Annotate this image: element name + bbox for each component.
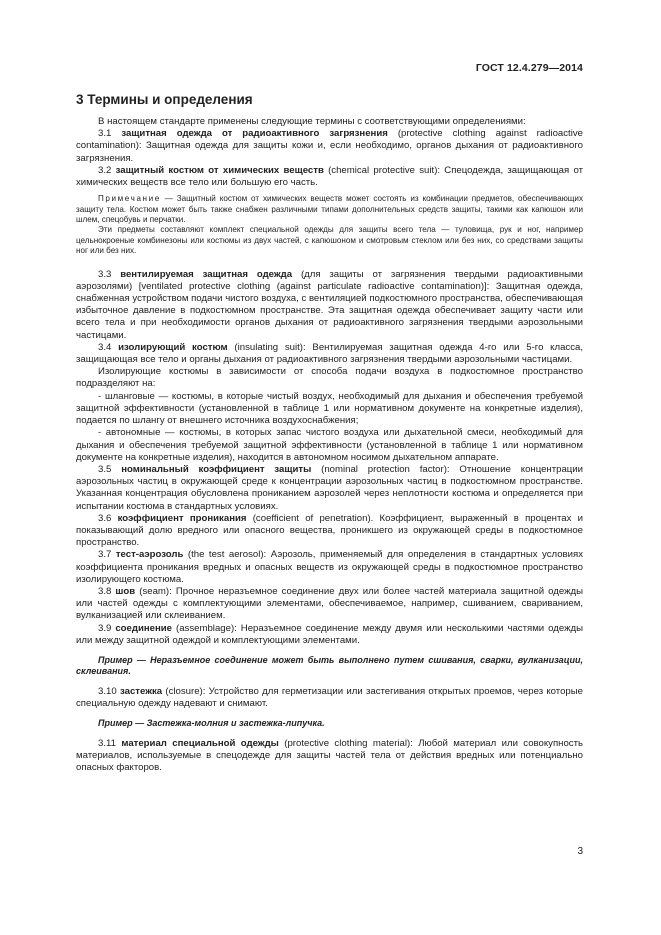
term-3-3 <box>76 269 583 342</box>
term-definition: (chemical protective suit): Спецодежда, защищающая от химических веществ все тело или большую его часть. <box>76 164 583 189</box>
term-3-4 <box>76 342 583 366</box>
term-3-10 <box>76 686 583 710</box>
section-title: 3 Термины и определения <box>76 92 253 107</box>
term-number: 3.3 <box>98 268 112 280</box>
isolating-suits-paragraph: Изолирующие костюмы в зависимости от способа подачи воздуха в подкостюмное пространство подразделяют на: <box>76 366 583 390</box>
term-number: 3.2 <box>98 164 112 176</box>
term-3-9 <box>76 623 583 647</box>
term-number: 3.6 <box>98 512 112 524</box>
note-text: — Защитный костюм от химических веществ может состоять из комбинации предметов, обеспечивающих защиту тела. Костюм может быть также снабжен различными типами дополнительных средств защиты, такими как капюшон или шлем, спецобувь и перчатки. <box>76 194 583 225</box>
page-number: 3 <box>577 846 583 857</box>
term-3-6 <box>76 513 583 550</box>
term-name: коэффициент проникания <box>117 512 247 524</box>
term-number: 3.7 <box>98 549 112 561</box>
term-number: 3.11 <box>98 737 116 749</box>
autonomous-suits-item: - автономные — костюмы, в которых запас чистого воздуха или дыхательной смеси, необходимый для дыхания и обеспечения требуемой защитной эффективности (установленной в таблице 1 или нормативном документе на конкретные изделия), находится в автономном носимом дыхательном аппарате. <box>76 427 583 463</box>
term-number: 3.4 <box>98 341 112 353</box>
term-definition: (the test aerosol): Аэрозоль, применяемый для определения в стандартных условиях коэффициента проникания вредных и опасных веществ из окружающей среды в подкостюмное пространство изолирующего костюма. <box>76 549 584 585</box>
term-name: защитная одежда от радиоактивного загрязнения <box>121 128 388 140</box>
term-number: 3.9 <box>98 622 112 634</box>
term-name: вентилируемая защитная одежда <box>120 268 293 280</box>
term-definition: (coefficient of penetration). Коэффициент, выраженный в процентах и показывающий долю вредного или опасного вещества, проникшего из окружающей среды в подкостюмное пространство. <box>76 512 583 549</box>
term-name: тест-аэрозоль <box>115 549 184 561</box>
term-3-1 <box>76 128 583 165</box>
term-definition: (nominal protection factor): Отношение концентрации аэрозольных частиц в окружающей среде к концентрации аэрозольных частиц в подкостюмном пространстве. Указанная концентрация обусловлена прониканием аэрозолей через неплотности костюма и определяется при испытании костюма в стандартных условиях. <box>76 463 583 512</box>
term-name: изолирующий костюм <box>118 341 228 353</box>
term-name: шов <box>115 585 136 597</box>
term-name: номинальный коэффициент защиты <box>121 463 312 475</box>
hose-suits-item: - шланговые — костюмы, в которые чистый воздух, необходимый для дыхания и обеспечения требуемой защитной эффективности (установленной в таблице 1 или нормативном документе на конкретные изделия), подается по шлангу от внешнего источника воздухоснабжения; <box>76 390 583 427</box>
standard-header: ГОСТ 12.4.279—2014 <box>475 62 583 74</box>
document-body <box>76 116 583 774</box>
term-3-8 <box>76 586 583 623</box>
term-definition: (protective clothing material): Любой материал или совокупность материалов, используемые в спецодежде для защиты частей тела от действия вредных или потенциально опасных факторов. <box>76 737 583 773</box>
term-definition: (closure): Устройство для герметизации или застегивания открытых проемов, через которые специальную одежду надевают и снимают. <box>76 685 583 709</box>
term-3-5 <box>76 464 583 513</box>
term-definition: (protective clothing against radioactive contamination): Защитная одежда для защиты кожи и, если необходимо, органов дыхания от радиоактивного загрязнения. <box>76 128 583 164</box>
note-paragraph-2: Эти предметы составляют комплект специальной одежды для защиты всего тела — туловища, рук и ног, например цельнокроеные комбинезоны или костюмы из двух частей, с капюшоном и смотровым стеклом или без них, со средствами защиты ног или без них. <box>76 225 583 256</box>
note-paragraph <box>76 194 583 225</box>
example-paragraph: Пример — Неразъемное соединение может быть выполнено путем сшивания, сварки, вулканизации, склеивания. <box>76 654 583 677</box>
intro-paragraph: В настоящем стандарте применены следующие термины с соответствующими определениями: <box>98 116 526 127</box>
term-definition: (assemblage): Неразъемное соединение между двумя или несколькими частями одежды или между защитной одеждой и комплектующими элементами. <box>76 622 583 646</box>
example-paragraph-2: Пример — Застежка-молния и застежка-липучка. <box>98 718 325 729</box>
term-definition: (для защиты от загрязнения твердыми радиоактивными аэрозолями) [ventilated protective clothing (against particulate radioactive contamination)]: Защитная одежда, снабженная устройством подачи чистого воздуха, с вентиляцией подкостюмного пространства, обеспечивающая избыточное давление в подкостюмном пространстве. Эта защитная одежда обеспечивает защиту части или всего тела и при необходимости органов дыхания от радиоактивного загрязнения твердыми аэрозольными частицами. <box>76 268 583 341</box>
term-number: 3.8 <box>98 585 112 597</box>
term-name: соединение <box>115 622 173 634</box>
term-definition: (insulating suit): Вентилируемая защитная одежда 4-го или 5-го класса, защищающая все тело и органы дыхания от радиоактивного загрязнения твердыми аэрозольными частицами. <box>76 341 583 366</box>
term-name: застежка <box>119 685 163 697</box>
term-definition: (seam): Прочное неразъемное соединение двух или более частей материала защитной одежды или частей одежды с комплектующими элементами, обеспечиваемое, например, сшиванием, свариванием, вулканизацией или склеиванием. <box>76 585 583 622</box>
term-name: защитный костюм от химических веществ <box>115 164 324 176</box>
term-3-7 <box>76 549 583 586</box>
term-3-11 <box>76 738 583 775</box>
term-number: 3.10 <box>98 685 117 697</box>
term-number: 3.5 <box>98 463 112 475</box>
note-label: Примечание <box>98 194 161 204</box>
term-number: 3.1 <box>98 128 112 140</box>
term-3-2 <box>76 165 583 189</box>
term-name: материал специальной одежды <box>121 737 279 749</box>
